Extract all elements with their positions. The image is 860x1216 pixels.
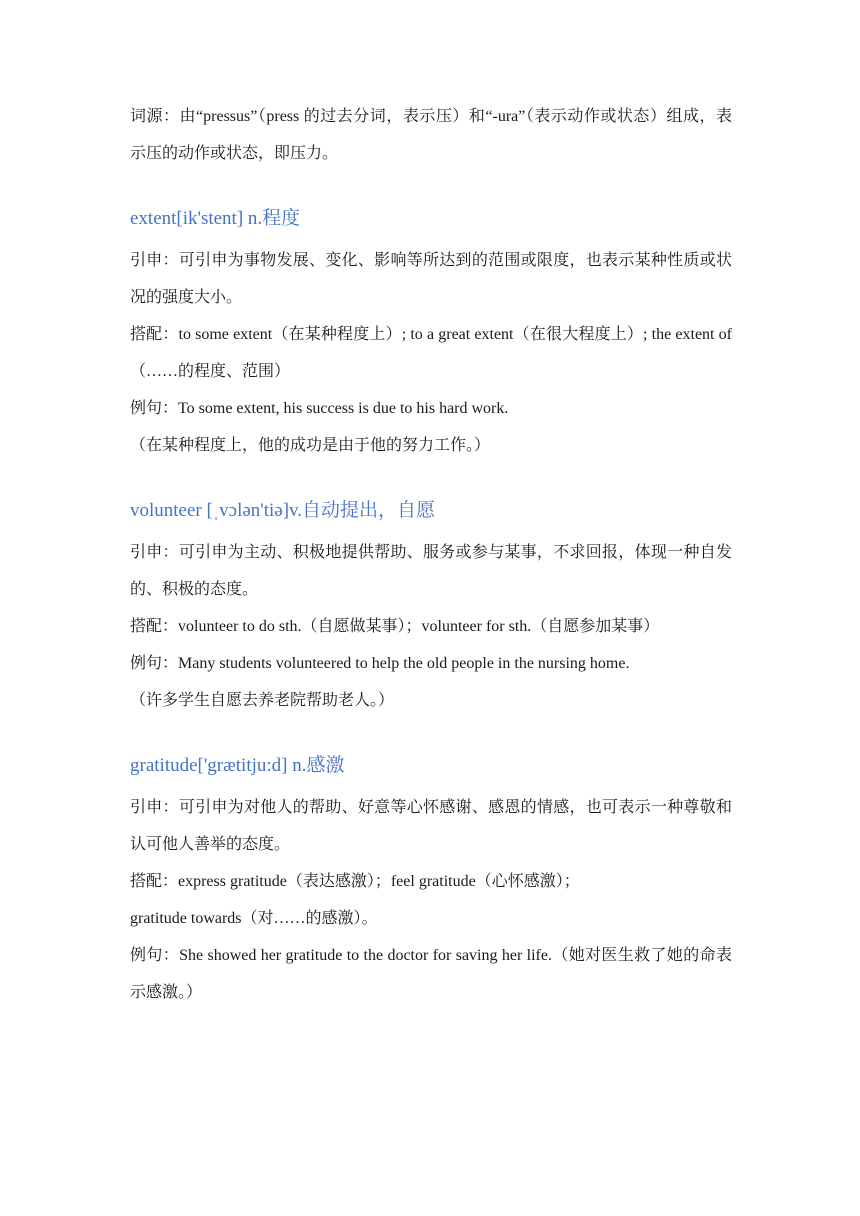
entry-collocation: 搭配：volunteer to do sth.（自愿做某事）；volunteer for sth.（自愿参加某事） (130, 618, 660, 635)
etymology-paragraph: 词源：由“pressus”（press 的过去分词，表示压）和“-ura”（表示动作或状态）组成，表示压的动作或状态，即压力。 (130, 108, 732, 162)
entry-example: 例句：She showed her gratitude to the doctor for saving her life.（她对医生救了她的命表示感激。） (130, 947, 732, 1001)
entry-collocation: 搭配：to some extent（在某种程度上）; to a great extent（在很大程度上）; the extent of（……的程度、范围） (130, 326, 732, 380)
entry-translation: （许多学生自愿去养老院帮助老人。） (130, 692, 395, 709)
entry-extension: 引申：可引申为主动、积极地提供帮助、服务或参与某事，不求回报，体现一种自发的、积极的态度。 (130, 544, 732, 598)
vocab-entry-gratitude (130, 751, 732, 1011)
document-body (130, 98, 732, 1011)
entry-translation: （在某种程度上，他的成功是由于他的努力工作。） (130, 437, 491, 454)
entry-extension: 引申：可引申为对他人的帮助、好意等心怀感谢、感恩的情感，也可表示一种尊敬和认可他人善举的态度。 (130, 799, 732, 853)
entry-headword: extent[ik'stent] n.程度 (130, 208, 301, 229)
entry-collocation-continued: gratitude towards（对……的感激）。 (130, 910, 378, 927)
entry-example: 例句：To some extent, his success is due to his hard work. (130, 400, 509, 417)
entry-collocation: 搭配：express gratitude（表达感激）；feel gratitude（心怀感激）； (130, 873, 580, 890)
entry-extension: 引申：可引申为事物发展、变化、影响等所达到的范围或限度，也表示某种性质或状况的强度大小。 (130, 252, 732, 306)
vocab-entry-volunteer (130, 496, 732, 719)
entry-headword: volunteer [ˌvɔlən'tiə]v.自动提出，自愿 (130, 500, 436, 521)
entry-example: 例句：Many students volunteered to help the old people in the nursing home. (130, 655, 630, 672)
entry-headword: gratitude['grætitju:d] n.感激 (130, 755, 345, 776)
vocab-entry-extent (130, 204, 732, 464)
